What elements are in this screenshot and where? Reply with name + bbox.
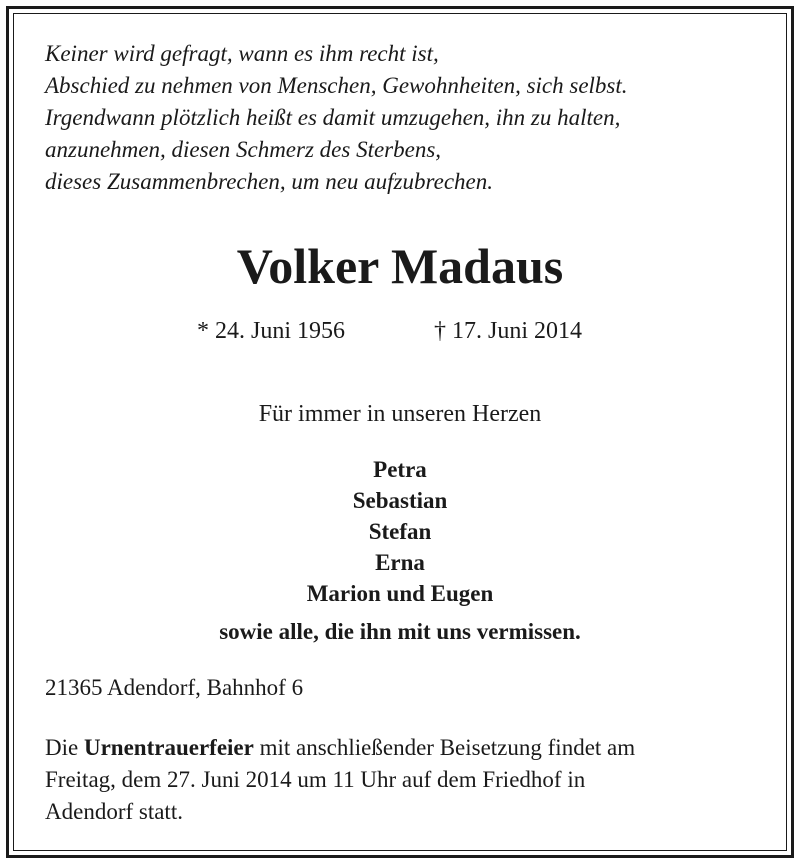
death-date: † 17. Juni 2014 [434,318,583,344]
poem-line: Abschied zu nehmen von Menschen, Gewohnheiten, sich selbst. [45,73,628,98]
service-line-1 [45,732,765,764]
service-type: Urnentrauerfeier [83,735,254,760]
closing-line: sowie alle, die ihn mit uns vermissen. [219,619,581,644]
survivor-name: Petra [373,457,427,482]
birth-date: * 24. Juni 1956 [197,318,346,344]
service-prefix: Die [45,735,84,760]
service-info [45,732,765,828]
survivors-list [0,454,800,609]
tribute-line: Für immer in unseren Herzen [258,401,542,427]
survivor-name: Erna [375,550,425,575]
poem-line: Irgendwann plötzlich heißt es damit umzugehen, ihn zu halten, [45,105,621,130]
survivor-name: Sebastian [352,488,448,513]
service-line-2: Freitag, dem 27. Juni 2014 um 11 Uhr auf dem Friedhof in [45,767,586,792]
poem-line: Keiner wird gefragt, wann es ihm recht ist, [45,41,439,66]
poem [45,38,775,198]
survivor-name: Marion und Eugen [306,581,494,606]
poem-line: anzunehmen, diesen Schmerz des Sterbens, [45,137,442,162]
deceased-name: Volker Madaus [236,238,564,294]
address: 21365 Adendorf, Bahnhof 6 [45,675,304,700]
service-suffix: mit anschließender Beisetzung findet am [253,735,636,760]
service-line-3: Adendorf statt. [45,799,183,824]
survivor-name: Stefan [368,519,432,544]
poem-line: dieses Zusammenbrechen, um neu aufzubrechen. [45,169,493,194]
